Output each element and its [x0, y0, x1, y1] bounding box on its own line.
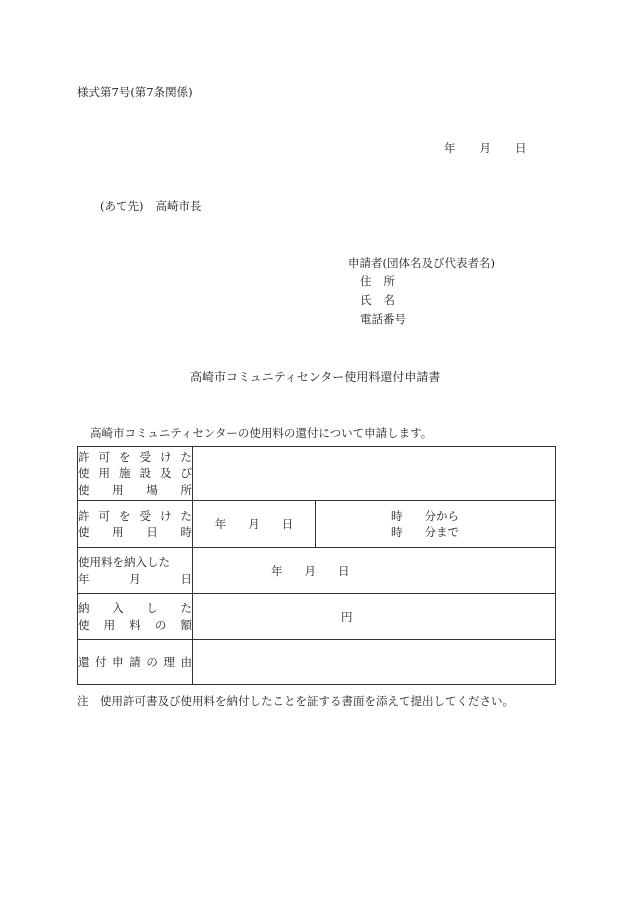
table-row-facility — [78, 447, 556, 501]
day-label: 日 — [515, 141, 527, 155]
date-line — [444, 140, 527, 156]
payment-date-label: 使用料を納入した 年 月 日 — [78, 548, 193, 594]
usage-time-field[interactable]: 時 分から 時 分まで — [391, 509, 459, 539]
table-row-payment-date — [78, 548, 556, 594]
intro-text: 高崎市コミュニティセンターの使用料の還付について申請します。 — [90, 426, 433, 440]
payment-date-field[interactable]: 年 月 日 — [193, 548, 556, 594]
applicant-phone-label: 電話番号 — [360, 312, 406, 326]
form-number: 様式第7号(第7条関係) — [77, 85, 193, 99]
table-row-datetime — [78, 501, 556, 548]
usage-date-field[interactable]: 年 月 日 — [193, 501, 316, 547]
facility-value[interactable] — [193, 447, 556, 501]
addressee-name: 高崎市長 — [155, 199, 202, 213]
year-label: 年 — [444, 141, 456, 155]
month-label: 月 — [479, 141, 491, 155]
reason-field[interactable] — [193, 640, 556, 685]
yen-unit: 円 — [341, 609, 353, 624]
table-row-amount — [78, 594, 556, 640]
amount-label: 納 入 し た 使 用 料 の 額 — [78, 594, 193, 640]
facility-label: 許 可 を 受 け た 使 用 施 設 及 び 使 用 場 所 — [78, 447, 193, 501]
document-title: 高崎市コミュニティセンター使用料還付申請書 — [190, 370, 441, 384]
applicant-heading: 申請者(団体名及び代表者名) — [348, 256, 495, 270]
footnote: 注 使用許可書及び使用料を納付したことを証する書面を添えて提出してください。 — [77, 694, 514, 708]
addressee — [100, 198, 201, 214]
table-row-reason — [78, 640, 556, 685]
reason-label: 還 付 申 請 の 理 由 — [78, 640, 193, 685]
datetime-label: 許 可 を 受 け た 使 用 日 時 — [78, 501, 193, 548]
addressee-prefix: (あて先) — [100, 199, 144, 213]
application-table — [77, 446, 556, 685]
amount-field[interactable] — [193, 594, 556, 640]
applicant-name-label: 氏 名 — [360, 293, 395, 307]
applicant-address-label: 住 所 — [360, 274, 395, 288]
